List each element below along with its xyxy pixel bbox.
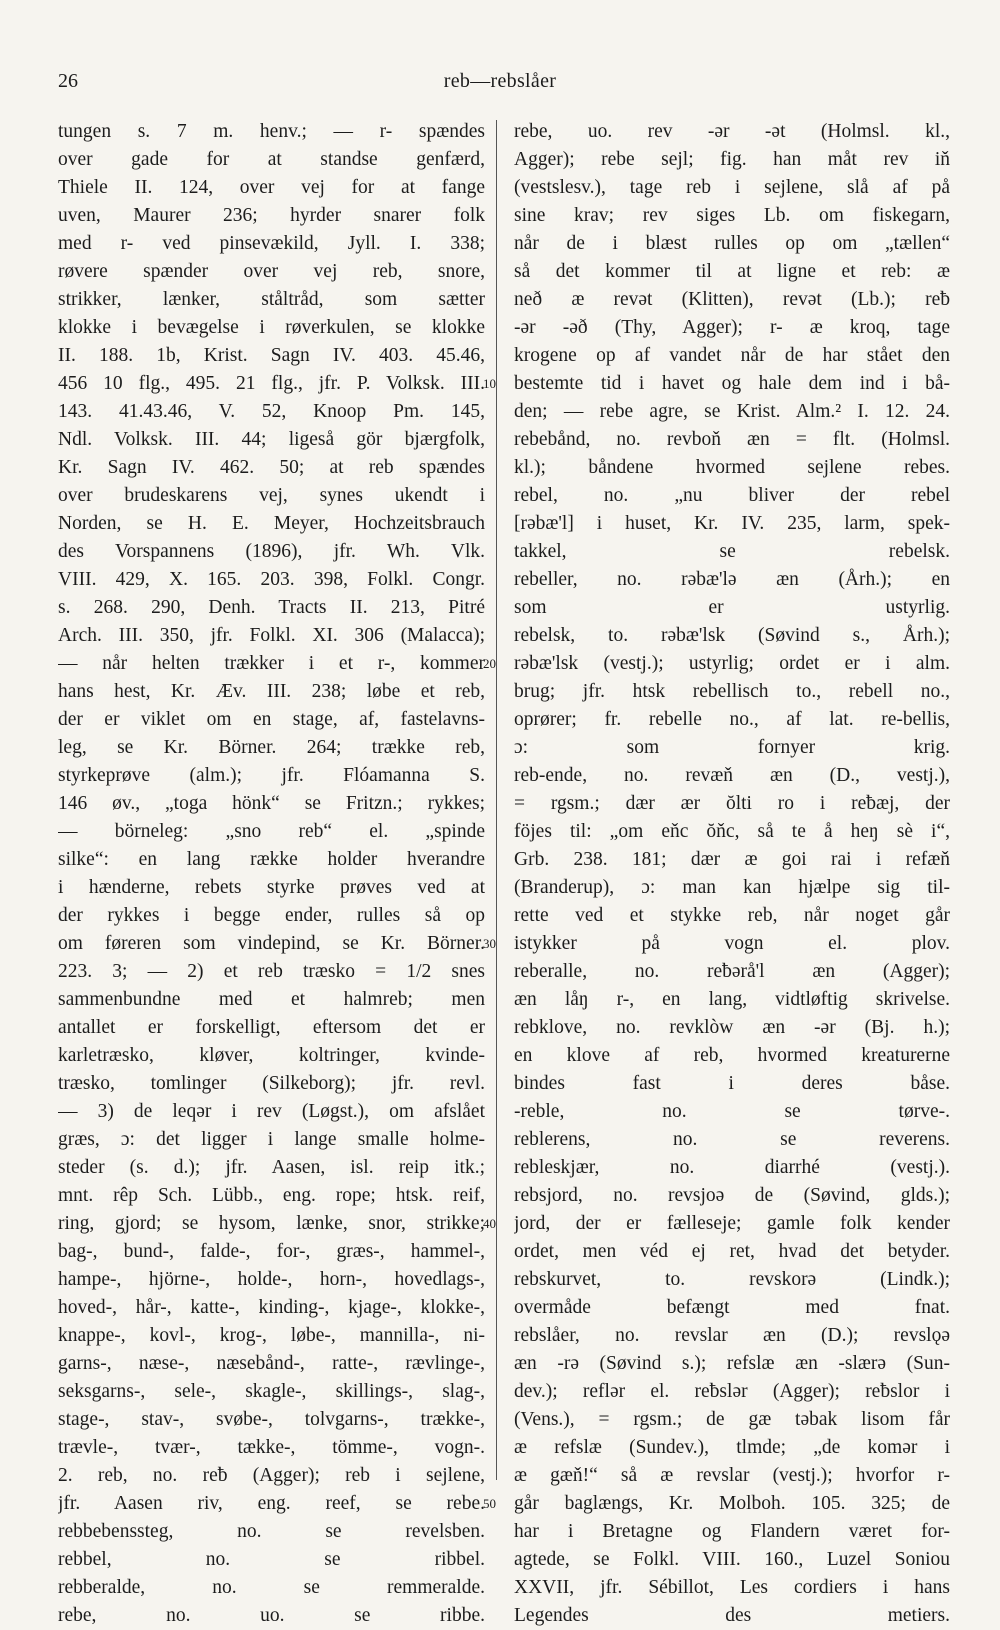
text-line: (vestslesv.), tage reb i sejlene, slå af på — [514, 177, 950, 198]
text-line: 223. 3; — 2) et reb træsko = 1/2 snes — [58, 961, 485, 982]
text-line: hoved-, hår-, katte-, kinding-, kjage-, klokke-, — [58, 1297, 485, 1318]
text-line: rebleskjær, no. diarrhé (vestj.). — [514, 1157, 950, 1178]
text-line: VIII. 429, X. 165. 203. 398, Folkl. Congr. — [58, 569, 485, 590]
text-line: græs, ɔ: det ligger i lange smalle holme- — [58, 1129, 485, 1150]
text-line: Ndl. Volksk. III. 44; ligeså gör bjærgfolk, — [58, 429, 485, 450]
text-line: reblerens, no. se reverens. — [514, 1129, 950, 1150]
text-line: der rykkes i begge ender, rulles så op — [58, 905, 485, 926]
page-header — [58, 70, 942, 100]
text-line: rette ved et stykke reb, når noget går — [514, 905, 950, 926]
left-column — [58, 118, 485, 1630]
text-line: rebbebenssteg, no. se revelsben. — [58, 1521, 485, 1542]
text-line: rebberalde, no. se remmeralde. — [58, 1577, 485, 1598]
text-line: bestemte tid i havet og hale dem ind i bå- — [514, 373, 950, 394]
column-divider — [496, 120, 497, 1480]
line-number: 20 — [483, 656, 496, 671]
text-line: 456 10 flg., 495. 21 flg., jfr. P. Volksk. III. — [58, 373, 485, 394]
text-line: røvere spænder over vej reb, snore, — [58, 261, 485, 282]
text-line: takkel, se rebelsk. — [514, 541, 950, 562]
text-line: æ refslæ (Sundev.), tlmde; „de komər i — [514, 1437, 950, 1458]
text-line: æn -rə (Søvind s.); refslæ æn -slærə (Sun- — [514, 1353, 950, 1374]
text-line: jfr. Aasen riv, eng. reef, se rebe. — [58, 1493, 485, 1514]
text-line: rebe, uo. rev -ər -ət (Holmsl. kl., — [514, 121, 950, 142]
running-head: reb—rebslåer — [443, 70, 557, 92]
text-line: -reble, no. se tørve-. — [514, 1101, 950, 1122]
text-line: så det kommer til at ligne et reb: æ — [514, 261, 950, 282]
text-line: rəbæ'lsk (vestj.); ustyrlig; ordet er i alm. — [514, 653, 950, 674]
text-line: ring, gjord; se hysom, lænke, snor, strikke; — [58, 1213, 485, 1234]
text-line: karletræsko, kløver, koltringer, kvinde- — [58, 1045, 485, 1066]
text-line: med r- ved pinsevækild, Jyll. I. 338; — [58, 233, 485, 254]
text-line: istykker på vogn el. plov. — [514, 933, 950, 954]
text-line: silke“: en lang række holder hverandre — [58, 849, 485, 870]
text-line: den; — rebe agre, se Krist. Alm.² I. 12. 24. — [514, 401, 950, 422]
line-number: 30 — [483, 936, 496, 951]
text-line: over brudeskarens vej, synes ukendt i — [58, 485, 485, 506]
text-line: rebbel, no. se ribbel. — [58, 1549, 485, 1570]
text-line: Thiele II. 124, over vej for at fange — [58, 177, 485, 198]
text-line: trævle-, tvær-, tække-, tömme-, vogn-. — [58, 1437, 485, 1458]
text-line: ordet, men véd ej ret, hvad det betyder. — [514, 1241, 950, 1262]
text-line: -ər -əð (Thy, Agger); r- æ kroq, tage — [514, 317, 950, 338]
line-number: 50 — [483, 1496, 496, 1511]
text-line: krogene op af vandet når de har stået den — [514, 345, 950, 366]
text-line: — börneleg: „sno reb“ el. „spinde — [58, 821, 485, 842]
text-line: Norden, se H. E. Meyer, Hochzeitsbrauch — [58, 513, 485, 534]
text-line: Legendes des metiers. — [514, 1605, 950, 1626]
text-line: reberalle, no. reƀərå'l æn (Agger); — [514, 961, 950, 982]
text-line: hans hest, Kr. Æv. III. 238; løbe et reb, — [58, 681, 485, 702]
text-line: (Branderup), ɔ: man kan hjælpe sig til- — [514, 877, 950, 898]
text-line: neð æ revət (Klitten), revət (Lb.); reƀ — [514, 289, 950, 310]
text-line: går baglængs, Kr. Molboh. 105. 325; de — [514, 1493, 950, 1514]
text-line: som er ustyrlig. — [514, 597, 950, 618]
text-line: leg, se Kr. Börner. 264; trække reb, — [58, 737, 485, 758]
text-line: over gade for at standse genfærd, — [58, 149, 485, 170]
text-line: æn låŋ r-, en lang, vidtløftig skrivelse. — [514, 989, 950, 1010]
text-line: mnt. rêp Sch. Lübb., eng. rope; htsk. reif, — [58, 1185, 485, 1206]
text-line: har i Bretagne og Flandern været for- — [514, 1521, 950, 1542]
text-line: des Vorspannens (1896), jfr. Wh. Vlk. — [58, 541, 485, 562]
text-line: antallet er forskelligt, eftersom det er — [58, 1017, 485, 1038]
text-line: brug; jfr. htsk rebellisch to., rebell no., — [514, 681, 950, 702]
line-number: 10 — [483, 376, 496, 391]
text-line: styrkeprøve (alm.); jfr. Flóamanna S. — [58, 765, 485, 786]
text-line: XXVII, jfr. Sébillot, Les cordiers i hans — [514, 1577, 950, 1598]
text-line: uven, Maurer 236; hyrder snarer folk — [58, 205, 485, 226]
text-line: ɔ: som fornyer krig. — [514, 737, 950, 758]
text-line: jord, der er fælleseje; gamle folk kender — [514, 1213, 950, 1234]
text-line: steder (s. d.); jfr. Aasen, isl. reip itk.; — [58, 1157, 485, 1178]
text-line: kl.); båndene hvormed sejlene rebes. — [514, 457, 950, 478]
text-line: Kr. Sagn IV. 462. 50; at reb spændes — [58, 457, 485, 478]
text-line: rebebånd, no. revboň æn = flt. (Holmsl. — [514, 429, 950, 450]
text-line: sine krav; rev siges Lb. om fiskegarn, — [514, 205, 950, 226]
text-line: — når helten trækker i et r-, kommer — [58, 653, 485, 674]
text-line: stage-, stav-, svøbe-, tolvgarns-, trække-, — [58, 1409, 485, 1430]
text-line: 2. reb, no. reƀ (Agger); reb i sejlene, — [58, 1465, 485, 1486]
text-line: 143. 41.43.46, V. 52, Knoop Pm. 145, — [58, 401, 485, 422]
text-line: s. 268. 290, Denh. Tracts II. 213, Pitré — [58, 597, 485, 618]
text-line: Agger); rebe sejl; fig. han måt rev iň — [514, 149, 950, 170]
text-line: seksgarns-, sele-, skagle-, skillings-, slag-, — [58, 1381, 485, 1402]
text-line: rebslåer, no. revslar æn (D.); revslǫə — [514, 1325, 950, 1346]
text-line: = rgsm.; dær ær ŏlti ro i reƀæj, der — [514, 793, 950, 814]
text-line: 146 øv., „toga hönk“ se Fritzn.; rykkes; — [58, 793, 485, 814]
text-line: Arch. III. 350, jfr. Folkl. XI. 306 (Malacca); — [58, 625, 485, 646]
text-line: knappe-, kovl-, krog-, løbe-, mannilla-, ni- — [58, 1325, 485, 1346]
text-line: om føreren som vindepind, se Kr. Börner. — [58, 933, 485, 954]
text-line: klokke i bevægelse i røverkulen, se klokke — [58, 317, 485, 338]
text-line: rebelsk, to. rəbæ'lsk (Søvind s., Årh.); — [514, 625, 950, 646]
text-line: hampe-, hjörne-, holde-, horn-, hovedlags-, — [58, 1269, 485, 1290]
text-line: garns-, næse-, næsebånd-, ratte-, rævlinge-, — [58, 1353, 485, 1374]
text-line: reb-ende, no. revæň æn (D., vestj.), — [514, 765, 950, 786]
text-line: æ gæň!“ så æ revslar (vestj.); hvorfor r- — [514, 1465, 950, 1486]
text-line: [rəbæ'l] i huset, Kr. IV. 235, larm, spek- — [514, 513, 950, 534]
text-line: rebe, no. uo. se ribbe. — [58, 1605, 485, 1626]
text-line: tungen s. 7 m. henv.; — r- spændes — [58, 121, 485, 142]
text-line: dev.); reflər el. reƀslər (Agger); reƀslor i — [514, 1381, 950, 1402]
right-column — [514, 118, 950, 1630]
text-line: föjes til: „om eňc ŏňc, så te å heŋ sè i“, — [514, 821, 950, 842]
text-line: bag-, bund-, falde-, for-, græs-, hammel-, — [58, 1241, 485, 1262]
text-line: overmåde befængt med fnat. — [514, 1297, 950, 1318]
line-number: 40 — [483, 1216, 496, 1231]
text-line: der er viklet om en stage, af, fastelavns- — [58, 709, 485, 730]
text-line: bindes fast i deres båse. — [514, 1073, 950, 1094]
text-line: (Vens.), = rgsm.; de gæ təbak lisom får — [514, 1409, 950, 1430]
text-line: træsko, tomlinger (Silkeborg); jfr. revl. — [58, 1073, 485, 1094]
text-line: Grb. 238. 181; dær æ goi rai i refæň — [514, 849, 950, 870]
text-line: agtede, se Folkl. VIII. 160., Luzel Soniou — [514, 1549, 950, 1570]
text-line: rebeller, no. rəbæ'lə æn (Årh.); en — [514, 569, 950, 590]
text-line: — 3) de leqər i rev (Løgst.), om afslået — [58, 1101, 485, 1122]
text-line: rebskurvet, to. revskorə (Lindk.); — [514, 1269, 950, 1290]
text-line: når de i blæst rulles op om „tællen“ — [514, 233, 950, 254]
text-line: sammenbundne med et halmreb; men — [58, 989, 485, 1010]
text-line: en klove af reb, hvormed kreaturerne — [514, 1045, 950, 1066]
text-line: rebklove, no. revklòw æn -ər (Bj. h.); — [514, 1017, 950, 1038]
text-line: rebel, no. „nu bliver der rebel — [514, 485, 950, 506]
text-line: strikker, lænker, ståltråd, som sætter — [58, 289, 485, 310]
text-line: i hænderne, rebets styrke prøves ved at — [58, 877, 485, 898]
text-line: oprører; fr. rebelle no., af lat. re-bellis, — [514, 709, 950, 730]
text-line: rebsjord, no. revsjoə de (Søvind, glds.); — [514, 1185, 950, 1206]
text-line: II. 188. 1b, Krist. Sagn IV. 403. 45.46, — [58, 345, 485, 366]
page-number: 26 — [58, 70, 78, 92]
